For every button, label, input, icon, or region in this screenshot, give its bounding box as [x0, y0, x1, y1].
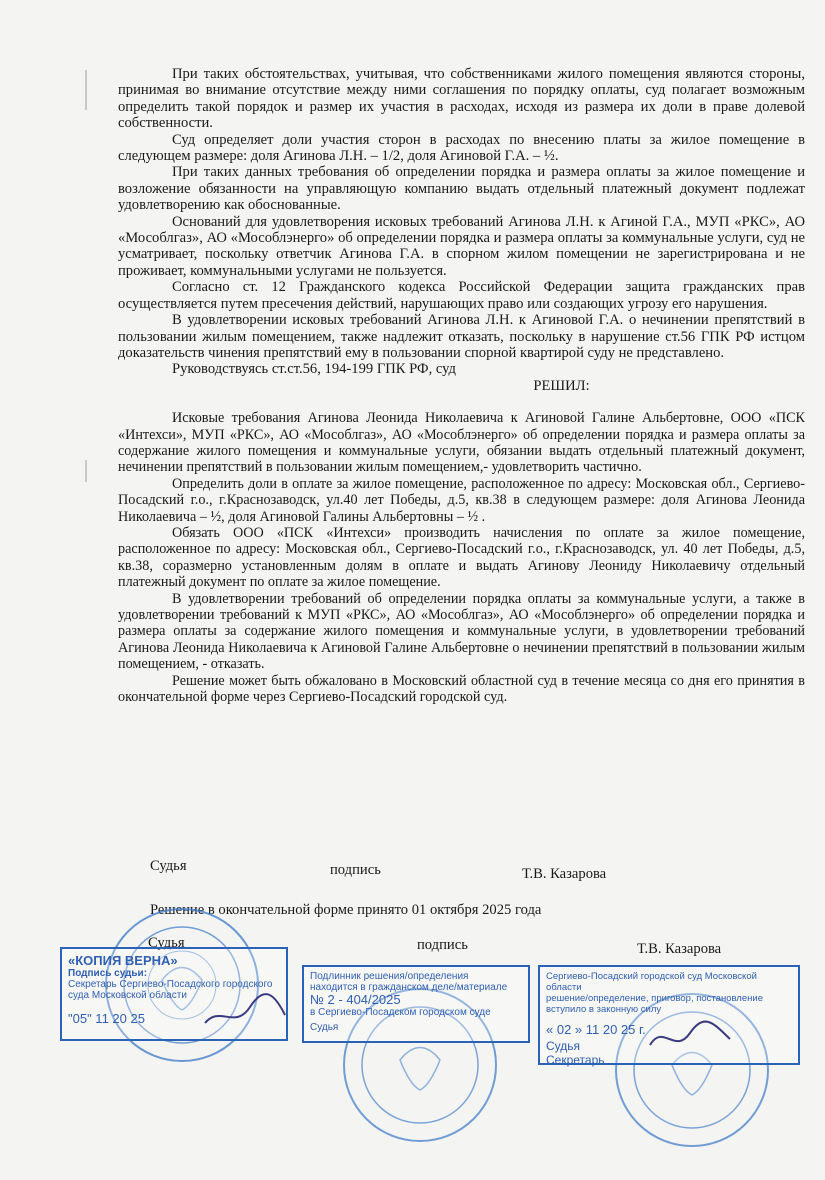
stamp-text: в Сергиево-Посадском городском суде: [310, 1007, 491, 1018]
stamp-text: решение/определение, приговор, постановление: [546, 993, 763, 1004]
handwritten-signature: [200, 985, 290, 1035]
scan-edge-mark: [85, 70, 87, 110]
stamp-text: Секретарь: [546, 1053, 605, 1067]
decision-heading: РЕШИЛ:: [533, 377, 590, 394]
decision-paragraph: Определить доли в оплате за жилое помещение, расположенное по адресу: Московская обл., Сергиево-Посадский г.о., г.Краснозаводск, ул.40 лет Победы, д.5, кв.38 в следующем размере: доля Агинова Леонида Николаевича – ½, доля Агиновой Галины Альбертовны – ½ .: [118, 475, 805, 525]
stamp-text: № 2 - 404/2025: [310, 992, 401, 1007]
stamp-text: находится в гражданском деле/материале: [310, 982, 508, 993]
paragraph: В удовлетворении исковых требований Агинова Л.Н. к Агиновой Г.А. о нечинении препятствий в пользовании жилым помещением, также надлежит отказать, поскольку в нарушение ст.56 ГПК РФ истцом доказательств чинения препятствий ему в пользовании спорной квартирой суду не представлено.: [118, 312, 805, 361]
stamp-title: «КОПИЯ ВЕРНА»: [68, 953, 178, 968]
stamp-text: Судья: [546, 1039, 581, 1053]
stamp-date: « 02 » 11 20 25 г.: [546, 1022, 646, 1037]
paragraph: Руководствуясь ст.ст.56, 194-199 ГПК РФ, суд: [172, 361, 456, 378]
decision-paragraph: Обязать ООО «ПСК «Интехси» производить начисления по оплате за жилое помещение, расположенное по адресу: Московская обл., Сергиево-Посадский г.о., г.Краснозаводск, ул. 40 лет Победы, д.5, кв.38, соразмерно установленным долям в оплате и выдать Агинову Леониду Николаевичу отдельный платежный документ по оплате за жилое помещение.: [118, 524, 805, 591]
paragraph: Суд определяет доли участия сторон в расходах по внесению платы за жилое помещение в следующем размере: доля Агинова Л.Н. – 1/2, доля Агиновой Г.А. – ½.: [118, 131, 805, 165]
stamp-text: Секретарь Сергиево-Посадского городского: [68, 979, 273, 990]
paragraph: При таких данных требования об определении порядка и размера оплаты за жилое помещение и возложение обязанности на управляющую компанию выдать отдельный платежный документ подлежат удовлетворению как обоснованные.: [118, 164, 805, 214]
decision-paragraph: В удовлетворении требований об определении порядка оплаты за коммунальные услуги, а также в удовлетворении требований к МУП «РКС», АО «Мособлгаз», АО «Мособлэнерго» об определении порядка и размера оплаты за содержание жилого помещения и коммунальные услуги, в удовлетворении требований Агинова Леонида Николаевича к Агиновой Галине Альбертовне о нечинении препятствий в пользовании жилым помещением, - отказать.: [118, 590, 805, 673]
stamp-text: Сергиево-Посадский городской суд Московской области: [546, 971, 757, 993]
handwritten-signature: [645, 1015, 735, 1060]
text-body: [118, 66, 805, 705]
judge-label: Судья: [148, 935, 185, 951]
stamp-text: Подпись судьи:: [68, 968, 148, 979]
stamp-text: Подлинник решения/определения: [310, 971, 469, 982]
stamp-text: Судья: [310, 1022, 339, 1033]
signature-label: подпись: [417, 937, 468, 953]
final-form-note: Решение в окончательной форме принято 01 октября 2025 года: [150, 902, 542, 918]
scan-edge-mark: [85, 460, 87, 482]
paragraph: Согласно ст. 12 Гражданского кодекса Российской Федерации защита гражданских прав осуществляется путем пресечения действий, нарушающих право или создающих угрозу его нарушения.: [118, 279, 805, 312]
paragraph: При таких обстоятельствах, учитывая, что собственниками жилого помещения являются стороны, принимая во внимание отсутствие между ними соглашения по порядку оплаты, суд полагает возможным определить такой порядок и размер их участия в расходах, исходя из размера их доли в праве долевой собственности.: [118, 66, 805, 132]
stamp-text: вступило в законную силу: [546, 1004, 662, 1015]
judge-label: Судья: [150, 858, 187, 874]
decision-paragraph: Решение может быть обжаловано в Московский областной суд в течение месяца со дня его принятия в окончательной форме через Сергиево-Посадский городской суд.: [118, 672, 805, 706]
stamp-date: "05" 11 20 25: [68, 1011, 145, 1026]
judge-name: Т.В. Казарова: [637, 941, 722, 957]
signature-label: подпись: [330, 862, 381, 878]
original-location-stamp: [302, 965, 530, 1043]
judge-name: Т.В. Казарова: [522, 866, 607, 882]
stamp-text: суда Московской области: [68, 990, 187, 1001]
decision-paragraph: Исковые требования Агинова Леонида Николаевича к Агиновой Галине Альбертовне, ООО «ПСК «Интехси», МУП «РКС», АО «Мособлгаз», АО «Мособлэнерго» об определении порядка и размера оплаты за содержание жилого помещения и коммунальные услуги, обязании выдать отдельный платежный документ, нечинении препятствий в пользовании жилым помещением,- удовлетворить частично.: [118, 410, 805, 476]
paragraph: Оснований для удовлетворения исковых требований Агинова Л.Н. к Агиной Г.А., МУП «РКС», АО «Мособлгаз», АО «Мособлэнерго» об определении порядка и размера оплаты за коммунальные услуги, суд не усматривает, поскольку ответчик Агинова Г.А. в спорном жилом помещении не зарегистрирована и не проживает, коммунальными услугами не пользуется.: [118, 213, 805, 279]
